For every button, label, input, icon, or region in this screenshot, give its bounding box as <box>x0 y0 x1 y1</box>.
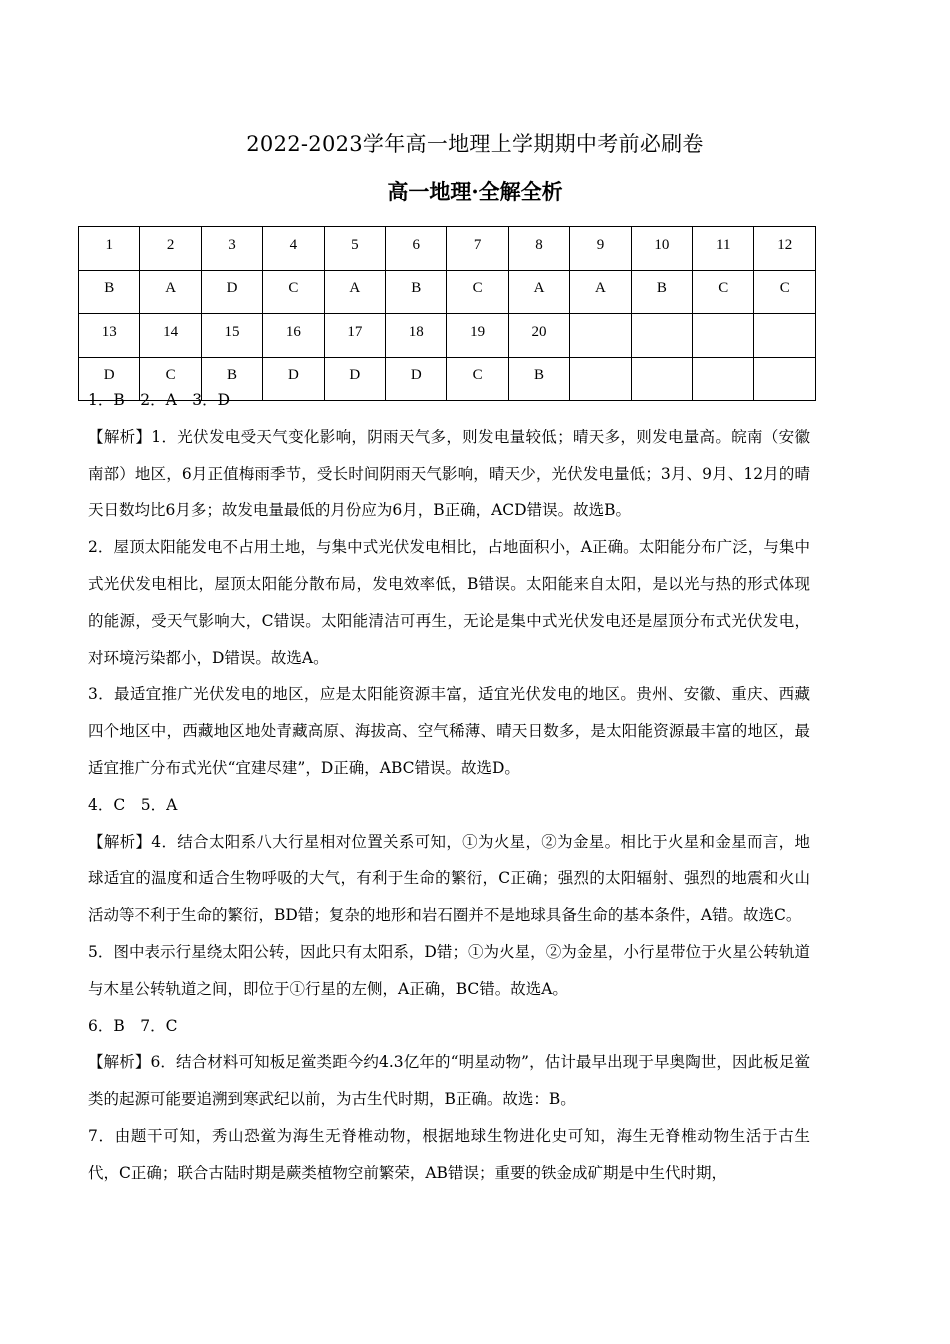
answer-cell: B <box>631 270 692 314</box>
answer-cell: D <box>201 270 262 314</box>
question-number-cell: 19 <box>447 314 508 358</box>
question-number-cell <box>631 314 692 358</box>
explanation-paragraph: 7．由题干可知，秀山恐鲎为海生无脊椎动物，根据地球生物进化史可知，海生无脊椎动物生活于古生代，C正确；联合古陆时期是蕨类植物空前繁荣，AB错误；重要的铁金成矿期是中生代时期， <box>88 1126 810 1182</box>
document-subtitle: 高一地理·全解全析 <box>387 179 563 204</box>
question-number-cell: 11 <box>693 227 754 271</box>
question-number-cell: 15 <box>201 314 262 358</box>
question-number-cell: 12 <box>754 227 816 271</box>
answer-cell: C <box>693 270 754 314</box>
answer-cell: C <box>140 357 201 401</box>
question-number-cell: 20 <box>508 314 569 358</box>
answer-cell: D <box>386 357 447 401</box>
answer-cell: A <box>570 270 631 314</box>
explanation-paragraph: 【解析】6．结合材料可知板足鲎类距今约4.3亿年的“明星动物”，估计最早出现于早奥陶世，因此板足鲎类的起源可能要追溯到寒武纪以前，为古生代时期，B正确。故选：B。 <box>88 1053 810 1109</box>
answer-row <box>79 270 816 314</box>
explanation-body <box>88 382 810 1192</box>
question-number-row <box>79 314 816 358</box>
answer-cell: D <box>324 357 385 401</box>
explanation-paragraph: 5．图中表示行星绕太阳公转，因此只有太阳系，D错；①为火星，②为金星，小行星带位于火星公转轨道与木星公转轨道之间，即位于①行星的左侧，A正确，BC错。故选A。 <box>88 942 810 998</box>
answer-cell: D <box>263 357 324 401</box>
question-number-cell: 8 <box>508 227 569 271</box>
answer-cell: C <box>263 270 324 314</box>
answer-line: 6．B 7．C <box>88 1016 178 1035</box>
question-number-cell: 18 <box>386 314 447 358</box>
answer-cell: C <box>447 357 508 401</box>
explanation-paragraph: 【解析】1．光伏发电受天气变化影响，阴雨天气多，则发电量较低；晴天多，则发电量高。皖南（安徽南部）地区，6月正值梅雨季节，受长时间阴雨天气影响，晴天少，光伏发电量低；3月、9月、12月的晴天日数均比6月多；故发电量最低的月份应为6月，B正确，ACD错误。故选B。 <box>88 427 810 520</box>
answer-cell: A <box>324 270 385 314</box>
question-number-cell: 2 <box>140 227 201 271</box>
question-number-cell: 9 <box>570 227 631 271</box>
answer-cell: B <box>201 357 262 401</box>
question-number-cell: 6 <box>386 227 447 271</box>
question-number-cell <box>693 314 754 358</box>
answer-cell: B <box>508 357 569 401</box>
question-number-cell: 13 <box>79 314 140 358</box>
answer-cell: B <box>386 270 447 314</box>
answer-cell: A <box>508 270 569 314</box>
question-number-row <box>79 227 816 271</box>
answer-line: 1．B 2．A 3．D <box>88 391 231 409</box>
answer-table <box>78 226 816 401</box>
document-title: 2022-2023学年高一地理上学期期中考前必刷卷 <box>246 132 704 156</box>
question-number-cell: 3 <box>201 227 262 271</box>
answer-cell: D <box>79 357 140 401</box>
question-number-cell: 14 <box>140 314 201 358</box>
explanation-paragraph: 3．最适宜推广光伏发电的地区，应是太阳能资源丰富，适宜光伏发电的地区。贵州、安徽、重庆、西藏四个地区中，西藏地区地处青藏高原、海拔高、空气稀薄、晴天日数多，是太阳能资源最丰富的地区，最适宜推广分布式光伏“宜建尽建”，D正确，ABC错误。故选D。 <box>88 685 810 777</box>
answer-cell: C <box>754 270 816 314</box>
answer-cell: A <box>140 270 201 314</box>
question-number-cell: 4 <box>263 227 324 271</box>
answer-line: 4．C 5．A <box>88 795 178 814</box>
question-number-cell: 17 <box>324 314 385 358</box>
question-number-cell: 16 <box>263 314 324 358</box>
question-number-cell <box>570 314 631 358</box>
question-number-cell: 7 <box>447 227 508 271</box>
question-number-cell <box>754 314 816 358</box>
question-number-cell: 1 <box>79 227 140 271</box>
question-number-cell: 10 <box>631 227 692 271</box>
answer-cell: C <box>447 270 508 314</box>
answer-cell: B <box>79 270 140 314</box>
explanation-paragraph: 2．屋顶太阳能发电不占用土地，与集中式光伏发电相比，占地面积小，A正确。太阳能分布广泛，与集中式光伏发电相比，屋顶太阳能分散布局，发电效率低，B错误。太阳能来自太阳，是以光与热的形式体现的能源，受天气影响大，C错误。太阳能清洁可再生，无论是集中式光伏发电还是屋顶分布式光伏发电，对环境污染都小，D错误。故选A。 <box>88 538 810 667</box>
explanation-paragraph: 【解析】4．结合太阳系八大行星相对位置关系可知，①为火星，②为金星。相比于火星和金星而言，地球适宜的温度和适合生物呼吸的大气，有利于生命的繁衍，C正确；强烈的太阳辐射、强烈的地震和火山活动等不利于生命的繁衍，BD错；复杂的地形和岩石圈并不是地球具备生命的基本条件，A错。故选C。 <box>88 832 810 925</box>
question-number-cell: 5 <box>324 227 385 271</box>
